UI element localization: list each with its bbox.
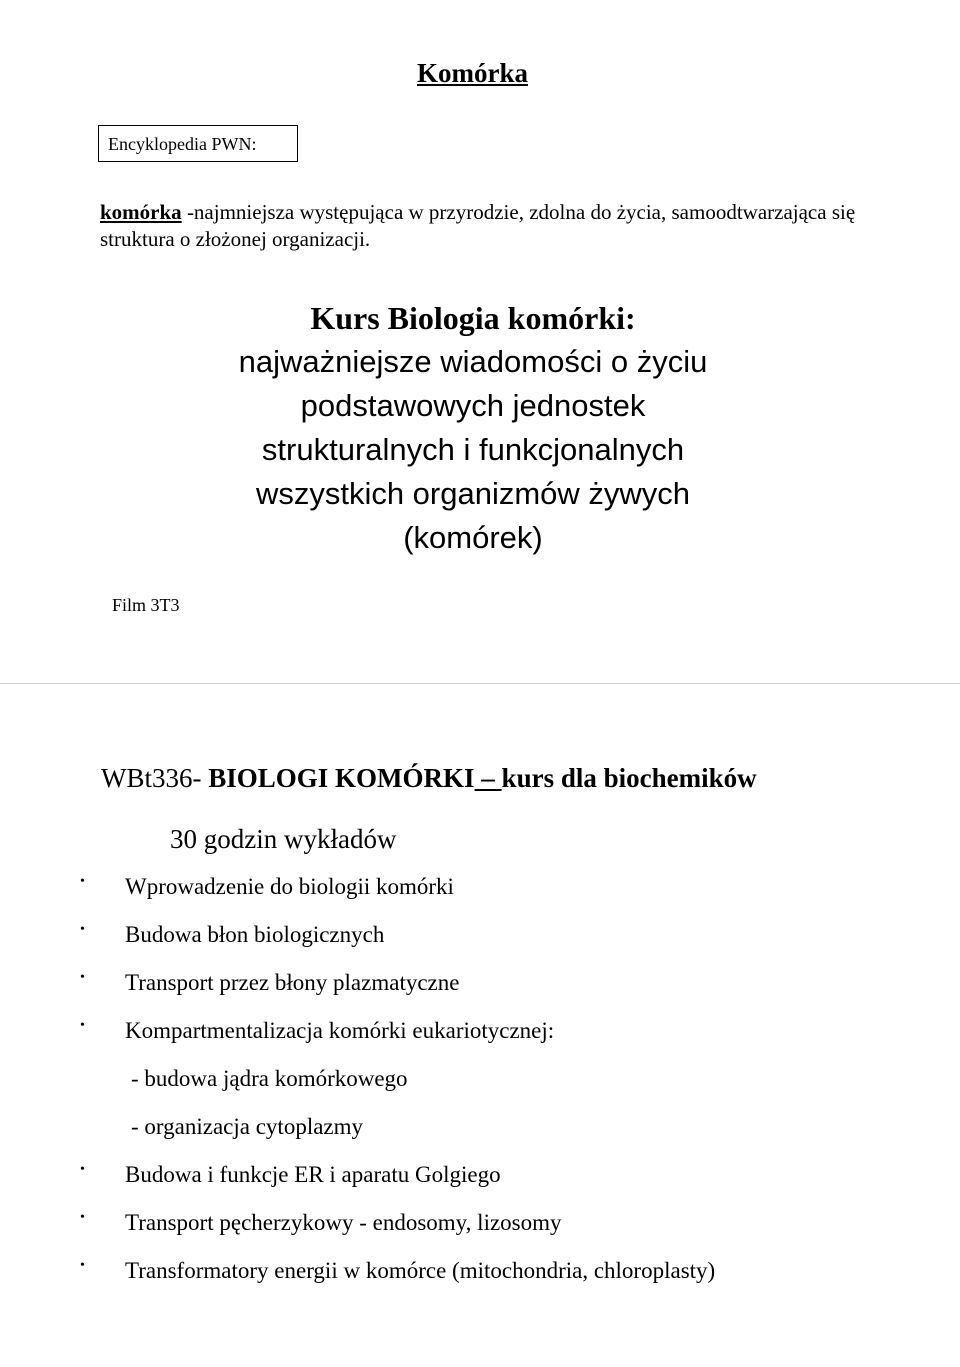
course-code: WBt336- xyxy=(101,763,209,793)
course-line: strukturalnych i funkcjonalnych xyxy=(261,432,685,467)
course-line: wszystkich organizmów żywych xyxy=(255,476,691,511)
course-line: (komórek) xyxy=(403,520,543,555)
list-item-text: Kompartmentalizacja komórki eukariotycznej: xyxy=(125,1018,555,1043)
list-item-text: Wprowadzenie do biologii komórki xyxy=(125,874,454,899)
course-title: Kurs Biologia komórki: xyxy=(310,300,636,336)
course-heading xyxy=(101,763,757,794)
bullet-icon: • xyxy=(80,1210,85,1225)
bullet-icon: • xyxy=(80,1018,85,1033)
definition-term: komórka xyxy=(100,200,182,224)
heading-dash: – xyxy=(474,763,502,793)
course-subject: BIOLOGI KOMÓRKI xyxy=(208,763,475,793)
hours-label: 30 godzin wykładów xyxy=(170,824,397,854)
slide-2 xyxy=(0,684,960,1367)
list-item-text: - budowa jądra komórkowego xyxy=(131,1066,408,1091)
film-label: Film 3T3 xyxy=(112,595,180,615)
slide-title: Komórka xyxy=(417,58,528,88)
list-item-text: Budowa błon biologicznych xyxy=(125,922,385,947)
list-item-text: Transport przez błony plazmatyczne xyxy=(125,970,460,995)
list-item-text: Transport pęcherzykowy - endosomy, lizosomy xyxy=(125,1210,562,1235)
course-audience: kurs dla biochemików xyxy=(501,763,757,793)
source-label-box: Encyklopedia PWN: xyxy=(98,125,298,162)
course-line: najważniejsze wiadomości o życiu xyxy=(238,344,708,379)
bullet-icon: • xyxy=(80,1162,85,1177)
definition-text xyxy=(100,199,860,253)
list-item-text: - organizacja cytoplazmy xyxy=(131,1114,364,1139)
definition-body: -najmniejsza występująca w przyrodzie, zdolna do życia, samoodtwarzająca się struktura o złożonej organizacji. xyxy=(100,200,856,251)
list-item-text: Budowa i funkcje ER i aparatu Golgiego xyxy=(125,1162,501,1187)
bullet-icon: • xyxy=(80,922,85,937)
bullet-icon: • xyxy=(80,1258,85,1273)
bullet-icon: • xyxy=(80,970,85,985)
bullet-icon: • xyxy=(80,874,85,889)
list-item-text: Transformatory energii w komórce (mitochondria, chloroplasty) xyxy=(125,1258,716,1283)
course-description xyxy=(0,296,946,560)
course-line: podstawowych jednostek xyxy=(300,388,646,423)
